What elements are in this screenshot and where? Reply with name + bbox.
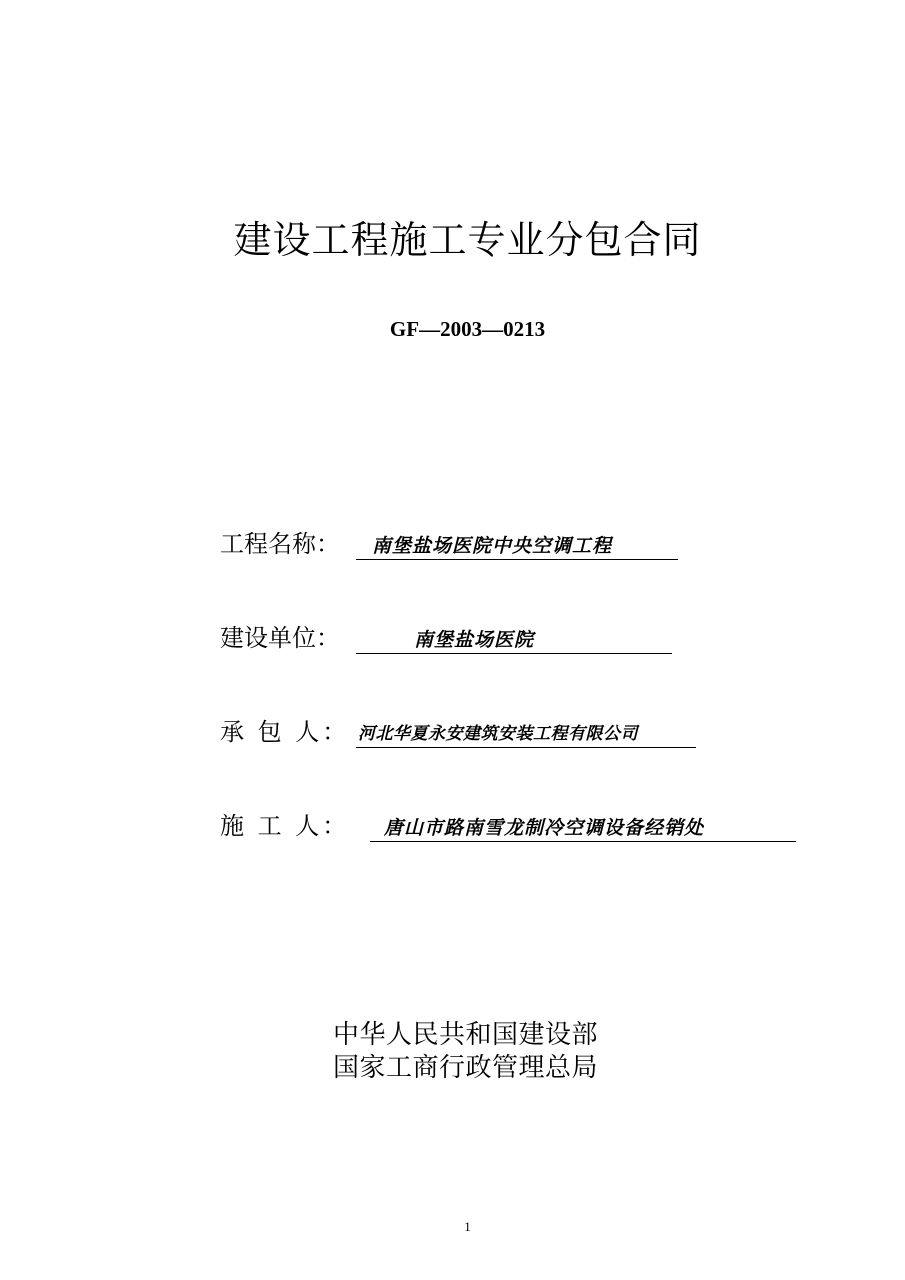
page-number: 1 <box>464 1219 471 1234</box>
field-value: 南堡盐场医院 <box>414 629 535 651</box>
field-construction-unit <box>220 624 690 658</box>
contract-code: GF—2003—0213 <box>389 317 546 341</box>
issuer-administration: 国家工商行政管理总局 <box>333 1053 599 1083</box>
field-value: 唐山市路南雪龙制冷空调设备经销处 <box>384 817 705 839</box>
field-value: 河北华夏永安建筑安装工程有限公司 <box>358 724 638 744</box>
field-label: 承 包 人： <box>220 718 350 746</box>
field-value: 南堡盐场医院中央空调工程 <box>372 535 613 557</box>
field-builder <box>220 812 810 846</box>
field-label: 建设单位： <box>220 624 340 652</box>
field-label: 工程名称： <box>220 530 340 558</box>
contract-title: 建设工程施工专业分包合同 <box>233 218 702 262</box>
issuer-ministry: 中华人民共和国建设部 <box>333 1020 599 1050</box>
field-project-name <box>220 530 690 564</box>
field-contractor <box>220 718 710 752</box>
field-label: 施 工 人： <box>220 812 350 840</box>
